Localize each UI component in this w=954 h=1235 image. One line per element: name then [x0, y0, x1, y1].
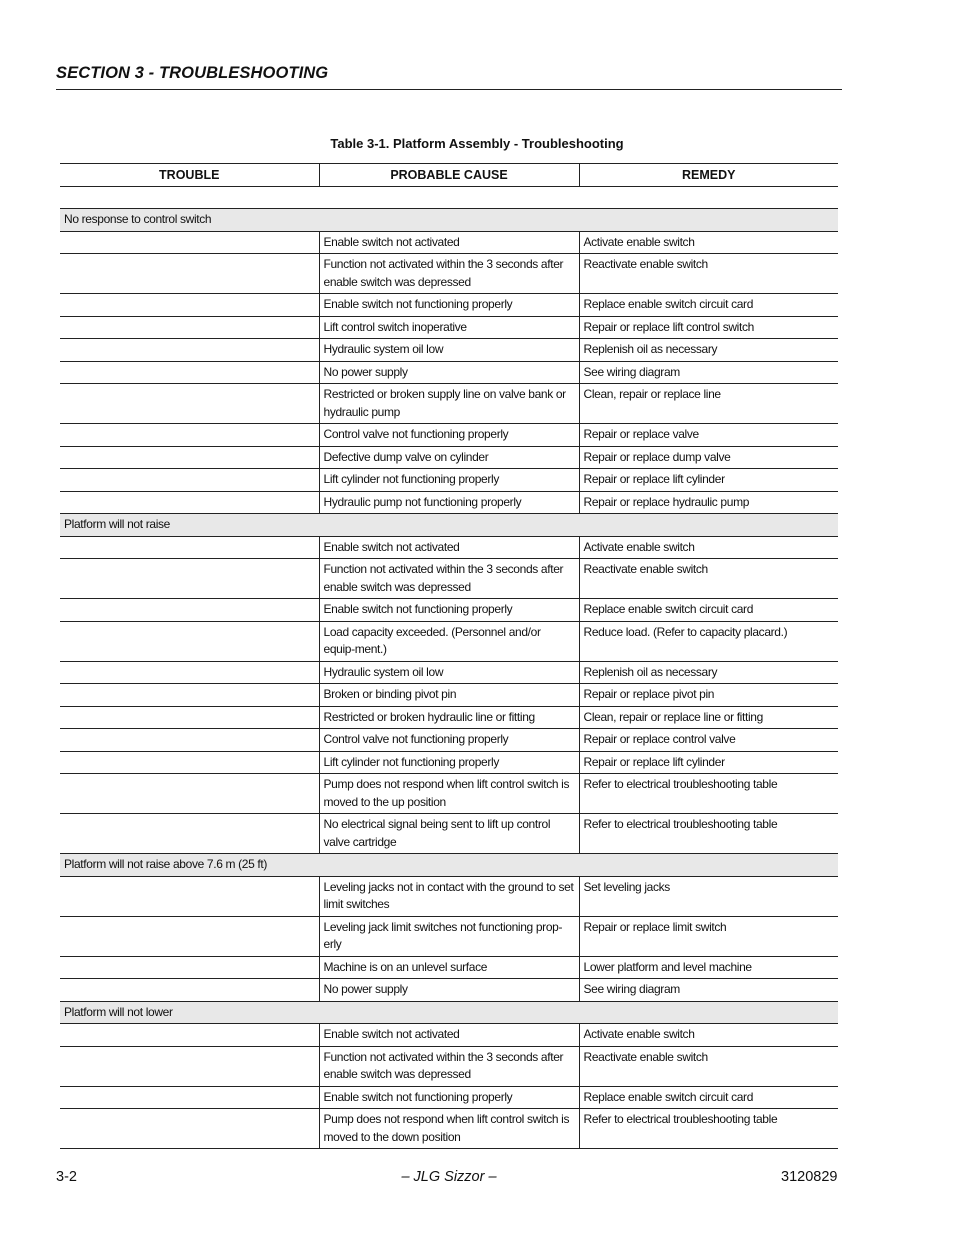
remedy-cell: Refer to electrical troubleshooting table — [579, 1109, 838, 1149]
probable-cause-cell: No power supply — [319, 979, 579, 1002]
trouble-cell-empty — [60, 979, 319, 1002]
probable-cause-cell: Control valve not functioning properly — [319, 729, 579, 752]
trouble-cell-empty — [60, 774, 319, 814]
trouble-cell-empty — [60, 1086, 319, 1109]
page-number: 3-2 — [56, 1169, 77, 1185]
table-row — [60, 1109, 838, 1149]
table-row — [60, 621, 838, 661]
table-row — [60, 814, 838, 854]
remedy-cell: Reactivate enable switch — [579, 1046, 838, 1086]
table-row — [60, 361, 838, 384]
trouble-cell-empty — [60, 684, 319, 707]
trouble-cell-empty — [60, 706, 319, 729]
table-body — [60, 187, 838, 1149]
table-row — [60, 979, 838, 1002]
table-row — [60, 536, 838, 559]
table-row — [60, 774, 838, 814]
table-row — [60, 661, 838, 684]
probable-cause-cell: Pump does not respond when lift control switch is moved to the down position — [319, 1109, 579, 1149]
trouble-cell-empty — [60, 751, 319, 774]
remedy-cell: Repair or replace control valve — [579, 729, 838, 752]
section-title: SECTION 3 - TROUBLESHOOTING — [56, 64, 329, 82]
table-row — [60, 599, 838, 622]
trouble-cell-empty — [60, 1046, 319, 1086]
trouble-cell-empty — [60, 916, 319, 956]
remedy-cell: See wiring diagram — [579, 979, 838, 1002]
table-row — [60, 559, 838, 599]
probable-cause-cell: Machine is on an unlevel surface — [319, 956, 579, 979]
section-divider — [56, 89, 842, 90]
trouble-cell-empty — [60, 661, 319, 684]
probable-cause-cell: Function not activated within the 3 seconds after enable switch was depressed — [319, 1046, 579, 1086]
trouble-cell-empty — [60, 424, 319, 447]
trouble-cell-empty — [60, 536, 319, 559]
remedy-cell: Replace enable switch circuit card — [579, 599, 838, 622]
document-number: 3120829 — [781, 1169, 838, 1185]
table-row — [60, 706, 838, 729]
remedy-cell: Clean, repair or replace line — [579, 384, 838, 424]
trouble-cell-empty — [60, 384, 319, 424]
remedy-cell: Activate enable switch — [579, 231, 838, 254]
table-row — [60, 684, 838, 707]
trouble-label: Platform will not raise above 7.6 m (25 ft) — [60, 854, 838, 877]
table-row — [60, 491, 838, 514]
remedy-cell: Repair or replace lift cylinder — [579, 751, 838, 774]
table-title: Table 3-1. Platform Assembly - Troubleshooting — [330, 136, 624, 151]
column-header-probable-cause: PROBABLE CAUSE — [319, 164, 579, 187]
probable-cause-cell: Enable switch not activated — [319, 536, 579, 559]
trouble-category-row — [60, 1001, 838, 1024]
probable-cause-cell: Control valve not functioning properly — [319, 424, 579, 447]
probable-cause-cell: Leveling jacks not in contact with the ground to set limit switches — [319, 876, 579, 916]
trouble-cell-empty — [60, 621, 319, 661]
probable-cause-cell: Lift cylinder not functioning properly — [319, 751, 579, 774]
probable-cause-cell: No electrical signal being sent to lift up control valve cartridge — [319, 814, 579, 854]
table-row — [60, 1024, 838, 1047]
trouble-cell-empty — [60, 599, 319, 622]
remedy-cell: Activate enable switch — [579, 1024, 838, 1047]
table-row — [60, 751, 838, 774]
table-row — [60, 446, 838, 469]
table-row — [60, 469, 838, 492]
probable-cause-cell: Hydraulic system oil low — [319, 661, 579, 684]
remedy-cell: Refer to electrical troubleshooting table — [579, 814, 838, 854]
probable-cause-cell: Lift cylinder not functioning properly — [319, 469, 579, 492]
table-row — [60, 956, 838, 979]
probable-cause-cell: Leveling jack limit switches not functioning prop-erly — [319, 916, 579, 956]
trouble-cell-empty — [60, 469, 319, 492]
remedy-cell: Clean, repair or replace line or fitting — [579, 706, 838, 729]
trouble-cell-empty — [60, 446, 319, 469]
trouble-label: Platform will not lower — [60, 1001, 838, 1024]
probable-cause-cell: Enable switch not functioning properly — [319, 599, 579, 622]
trouble-cell-empty — [60, 316, 319, 339]
remedy-cell: Repair or replace lift control switch — [579, 316, 838, 339]
remedy-cell: Repair or replace pivot pin — [579, 684, 838, 707]
table-row — [60, 1046, 838, 1086]
remedy-cell: Activate enable switch — [579, 536, 838, 559]
table-row — [60, 916, 838, 956]
probable-cause-cell: Function not activated within the 3 seconds after enable switch was depressed — [319, 254, 579, 294]
remedy-cell: Repair or replace dump valve — [579, 446, 838, 469]
remedy-cell: Replenish oil as necessary — [579, 661, 838, 684]
probable-cause-cell: No power supply — [319, 361, 579, 384]
table-row — [60, 254, 838, 294]
probable-cause-cell: Enable switch not activated — [319, 1024, 579, 1047]
table-row — [60, 231, 838, 254]
table-row — [60, 294, 838, 317]
trouble-cell-empty — [60, 559, 319, 599]
remedy-cell: Refer to electrical troubleshooting table — [579, 774, 838, 814]
trouble-category-row — [60, 854, 838, 877]
remedy-cell: Set leveling jacks — [579, 876, 838, 916]
remedy-cell: Replenish oil as necessary — [579, 339, 838, 362]
probable-cause-cell: Enable switch not functioning properly — [319, 1086, 579, 1109]
remedy-cell: Replace enable switch circuit card — [579, 294, 838, 317]
probable-cause-cell: Enable switch not functioning properly — [319, 294, 579, 317]
probable-cause-cell: Pump does not respond when lift control switch is moved to the up position — [319, 774, 579, 814]
trouble-category-row — [60, 514, 838, 537]
remedy-cell: Lower platform and level machine — [579, 956, 838, 979]
table-row — [60, 424, 838, 447]
probable-cause-cell: Load capacity exceeded. (Personnel and/or equip-ment.) — [319, 621, 579, 661]
table-spacer-row — [60, 187, 838, 209]
column-header-remedy: REMEDY — [579, 164, 838, 187]
table-row — [60, 316, 838, 339]
trouble-cell-empty — [60, 254, 319, 294]
probable-cause-cell: Defective dump valve on cylinder — [319, 446, 579, 469]
troubleshooting-table-wrapper — [60, 163, 838, 1149]
footer-title: – JLG Sizzor – — [401, 1169, 497, 1185]
remedy-cell: Repair or replace limit switch — [579, 916, 838, 956]
remedy-cell: Reactivate enable switch — [579, 559, 838, 599]
probable-cause-cell: Broken or binding pivot pin — [319, 684, 579, 707]
probable-cause-cell: Function not activated within the 3 seconds after enable switch was depressed — [319, 559, 579, 599]
probable-cause-cell: Hydraulic pump not functioning properly — [319, 491, 579, 514]
remedy-cell: Reduce load. (Refer to capacity placard.) — [579, 621, 838, 661]
remedy-cell: Repair or replace valve — [579, 424, 838, 447]
remedy-cell: Repair or replace lift cylinder — [579, 469, 838, 492]
probable-cause-cell: Hydraulic system oil low — [319, 339, 579, 362]
trouble-cell-empty — [60, 294, 319, 317]
column-header-trouble: TROUBLE — [60, 164, 319, 187]
trouble-cell-empty — [60, 814, 319, 854]
probable-cause-cell: Lift control switch inoperative — [319, 316, 579, 339]
probable-cause-cell: Restricted or broken supply line on valve bank or hydraulic pump — [319, 384, 579, 424]
trouble-label: No response to control switch — [60, 209, 838, 232]
trouble-cell-empty — [60, 1109, 319, 1149]
remedy-cell: Replace enable switch circuit card — [579, 1086, 838, 1109]
trouble-cell-empty — [60, 339, 319, 362]
table-header-row — [60, 164, 838, 187]
trouble-label: Platform will not raise — [60, 514, 838, 537]
remedy-cell: Reactivate enable switch — [579, 254, 838, 294]
remedy-cell: See wiring diagram — [579, 361, 838, 384]
trouble-cell-empty — [60, 361, 319, 384]
probable-cause-cell: Restricted or broken hydraulic line or fitting — [319, 706, 579, 729]
trouble-cell-empty — [60, 956, 319, 979]
trouble-cell-empty — [60, 231, 319, 254]
table-row — [60, 876, 838, 916]
trouble-cell-empty — [60, 491, 319, 514]
table-row — [60, 339, 838, 362]
table-row — [60, 729, 838, 752]
trouble-cell-empty — [60, 729, 319, 752]
table-row — [60, 1086, 838, 1109]
probable-cause-cell: Enable switch not activated — [319, 231, 579, 254]
trouble-cell-empty — [60, 1024, 319, 1047]
trouble-category-row — [60, 209, 838, 232]
trouble-cell-empty — [60, 876, 319, 916]
table-row — [60, 384, 838, 424]
remedy-cell: Repair or replace hydraulic pump — [579, 491, 838, 514]
troubleshooting-table — [60, 163, 838, 1149]
